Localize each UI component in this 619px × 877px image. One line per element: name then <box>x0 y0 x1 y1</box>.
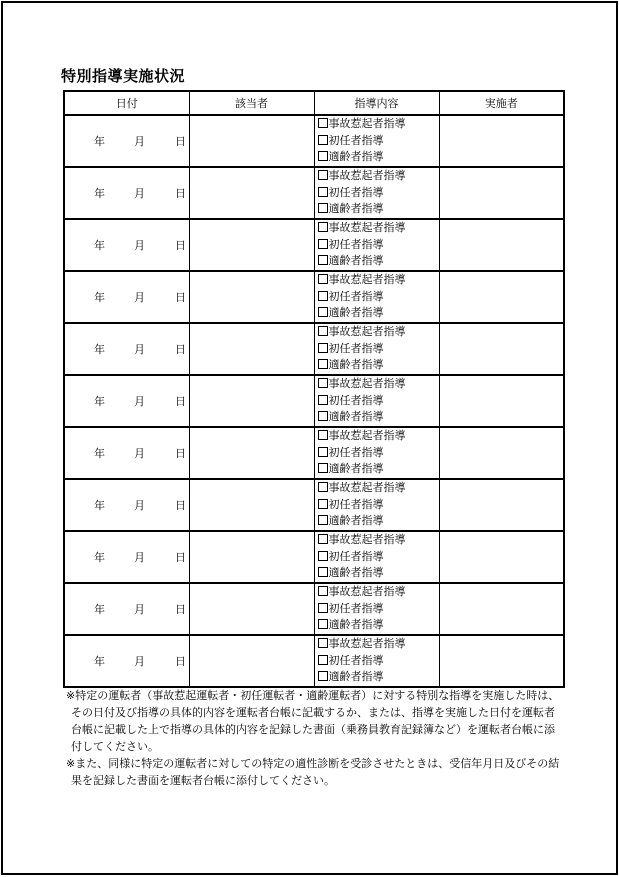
checkbox-icon[interactable] <box>318 326 328 336</box>
guidance-option-label: 初任者指導 <box>328 393 384 407</box>
header-row <box>64 91 564 115</box>
checkbox-icon[interactable] <box>318 359 328 369</box>
date-label-day: 日 <box>175 551 186 564</box>
guidance-options-cell <box>314 635 439 687</box>
instructor-cell[interactable] <box>439 167 564 219</box>
instructor-cell[interactable] <box>439 219 564 271</box>
date-label-day: 日 <box>175 395 186 408</box>
guidance-option-label: 適齢者指導 <box>328 306 384 320</box>
date-label-day: 日 <box>175 499 186 512</box>
col-header-content: 指導内容 <box>314 91 439 115</box>
date-label-day: 日 <box>175 343 186 356</box>
date-label-month: 月 <box>134 603 145 616</box>
date-label-day: 日 <box>175 655 186 668</box>
date-cell[interactable] <box>64 635 189 687</box>
checkbox-icon[interactable] <box>318 291 328 301</box>
date-label-day: 日 <box>175 187 186 200</box>
page-title: 特別指導実施状況 <box>61 67 186 85</box>
guidance-table <box>63 90 565 688</box>
instructor-cell[interactable] <box>439 635 564 687</box>
date-label-month: 月 <box>134 187 145 200</box>
guidance-option-label: 適齢者指導 <box>328 618 384 632</box>
guidance-option[interactable] <box>318 461 439 478</box>
date-label-day: 日 <box>175 447 186 460</box>
guidance-option[interactable] <box>318 445 439 462</box>
guidance-option-label: 事故惹起者指導 <box>328 533 406 547</box>
date-label-day: 日 <box>175 291 186 304</box>
date-cell[interactable] <box>64 323 189 375</box>
guidance-option-label: 初任者指導 <box>328 133 384 147</box>
instructor-cell[interactable] <box>439 531 564 583</box>
person-cell[interactable] <box>189 635 314 687</box>
table-row <box>64 375 564 427</box>
date-label-year: 年 <box>94 603 105 616</box>
date-label-month: 月 <box>134 499 145 512</box>
person-cell[interactable] <box>189 167 314 219</box>
guidance-options-cell <box>314 583 439 635</box>
table-row <box>64 219 564 271</box>
guidance-option[interactable] <box>318 513 439 530</box>
date-label-year: 年 <box>94 135 105 148</box>
date-label-month: 月 <box>134 239 145 252</box>
date-cell[interactable] <box>64 479 189 531</box>
checkbox-icon[interactable] <box>318 395 328 405</box>
col-header-instructor: 実施者 <box>439 91 564 115</box>
date-label-year: 年 <box>94 447 105 460</box>
guidance-options-cell <box>314 271 439 323</box>
guidance-option[interactable] <box>318 149 439 166</box>
checkbox-icon[interactable] <box>318 551 328 561</box>
guidance-options-cell <box>314 115 439 167</box>
guidance-option[interactable] <box>318 565 439 582</box>
guidance-option[interactable] <box>318 549 439 566</box>
date-cell[interactable] <box>64 375 189 427</box>
guidance-option-label: 事故惹起者指導 <box>328 273 406 287</box>
checkbox-icon[interactable] <box>318 638 328 648</box>
guidance-option-label: 適齢者指導 <box>328 254 384 268</box>
person-cell[interactable] <box>189 583 314 635</box>
guidance-option[interactable] <box>318 428 439 445</box>
checkbox-icon[interactable] <box>318 447 328 457</box>
guidance-option-label: 事故惹起者指導 <box>328 585 406 599</box>
guidance-option-label: 適齢者指導 <box>328 150 384 164</box>
guidance-option[interactable] <box>318 185 439 202</box>
instructor-cell[interactable] <box>439 375 564 427</box>
guidance-option-label: 初任者指導 <box>328 445 384 459</box>
table-row <box>64 167 564 219</box>
checkbox-icon[interactable] <box>318 151 328 161</box>
checkbox-icon[interactable] <box>318 118 328 128</box>
table-row <box>64 583 564 635</box>
guidance-options-cell <box>314 375 439 427</box>
guidance-option-label: 初任者指導 <box>328 549 384 563</box>
guidance-option-label: 初任者指導 <box>328 341 384 355</box>
guidance-options-cell <box>314 219 439 271</box>
date-label-day: 日 <box>175 239 186 252</box>
person-cell[interactable] <box>189 427 314 479</box>
guidance-option[interactable] <box>318 669 439 686</box>
table-body <box>64 115 564 687</box>
table-row <box>64 271 564 323</box>
table-row <box>64 479 564 531</box>
instructor-cell[interactable] <box>439 271 564 323</box>
checkbox-icon[interactable] <box>318 239 328 249</box>
notes-section <box>66 687 561 789</box>
guidance-option[interactable] <box>318 480 439 497</box>
date-label-month: 月 <box>134 447 145 460</box>
date-cell[interactable] <box>64 271 189 323</box>
guidance-option[interactable] <box>318 617 439 634</box>
guidance-option-label: 事故惹起者指導 <box>328 169 406 183</box>
date-label-month: 月 <box>134 291 145 304</box>
guidance-option-label: 初任者指導 <box>328 289 384 303</box>
note-1: ※特定の運転者（事故惹起運転者・初任運転者・適齢運転者）に対する特別な指導を実施した時は、その日付及び指導の具体的内容を運転者台帳に記載するか、または、指導を実施した日付を運転者台帳に記載した上で指導の具体的内容を記録した書面（乗務員教育記録簿など）を運転者台帳に添付してください。 <box>66 689 560 753</box>
col-header-date: 日付 <box>64 91 189 115</box>
instructor-cell[interactable] <box>439 115 564 167</box>
person-cell[interactable] <box>189 115 314 167</box>
date-cell[interactable] <box>64 167 189 219</box>
date-label-year: 年 <box>94 187 105 200</box>
guidance-options-cell <box>314 323 439 375</box>
guidance-option[interactable] <box>318 376 439 393</box>
date-cell[interactable] <box>64 115 189 167</box>
checkbox-icon[interactable] <box>318 463 328 473</box>
guidance-option[interactable] <box>318 497 439 514</box>
date-cell[interactable] <box>64 583 189 635</box>
date-label-year: 年 <box>94 395 105 408</box>
guidance-option-label: 事故惹起者指導 <box>328 481 406 495</box>
checkbox-icon[interactable] <box>318 603 328 613</box>
guidance-option-label: 初任者指導 <box>328 185 384 199</box>
checkbox-icon[interactable] <box>318 411 328 421</box>
guidance-option[interactable] <box>318 253 439 270</box>
guidance-option-label: 事故惹起者指導 <box>328 325 406 339</box>
checkbox-icon[interactable] <box>318 187 328 197</box>
guidance-options-cell <box>314 531 439 583</box>
guidance-option[interactable] <box>318 532 439 549</box>
instructor-cell[interactable] <box>439 427 564 479</box>
checkbox-icon[interactable] <box>318 222 328 232</box>
guidance-option-label: 事故惹起者指導 <box>328 221 406 235</box>
date-cell[interactable] <box>64 531 189 583</box>
person-cell[interactable] <box>189 531 314 583</box>
date-label-month: 月 <box>134 343 145 356</box>
guidance-options-cell <box>314 427 439 479</box>
date-label-year: 年 <box>94 239 105 252</box>
date-label-month: 月 <box>134 655 145 668</box>
date-label-year: 年 <box>94 655 105 668</box>
checkbox-icon[interactable] <box>318 430 328 440</box>
checkbox-icon[interactable] <box>318 203 328 213</box>
guidance-option[interactable] <box>318 220 439 237</box>
date-label-year: 年 <box>94 343 105 356</box>
date-label-year: 年 <box>94 291 105 304</box>
checkbox-icon[interactable] <box>318 567 328 577</box>
guidance-option[interactable] <box>318 133 439 150</box>
guidance-option[interactable] <box>318 289 439 306</box>
guidance-option-label: 適齢者指導 <box>328 514 384 528</box>
person-cell[interactable] <box>189 479 314 531</box>
guidance-option-label: 適齢者指導 <box>328 410 384 424</box>
guidance-option-label: 適齢者指導 <box>328 462 384 476</box>
table-row <box>64 427 564 479</box>
guidance-option[interactable] <box>318 357 439 374</box>
checkbox-icon[interactable] <box>318 378 328 388</box>
checkbox-icon[interactable] <box>318 619 328 629</box>
date-label-day: 日 <box>175 603 186 616</box>
guidance-option[interactable] <box>318 409 439 426</box>
guidance-option-label: 事故惹起者指導 <box>328 377 406 391</box>
guidance-option[interactable] <box>318 237 439 254</box>
guidance-option-label: 初任者指導 <box>328 653 384 667</box>
checkbox-icon[interactable] <box>318 307 328 317</box>
guidance-options-cell <box>314 479 439 531</box>
checkbox-icon[interactable] <box>318 170 328 180</box>
checkbox-icon[interactable] <box>318 499 328 509</box>
guidance-option[interactable] <box>318 584 439 601</box>
checkbox-icon[interactable] <box>318 586 328 596</box>
guidance-option[interactable] <box>318 201 439 218</box>
table-row <box>64 115 564 167</box>
guidance-option[interactable] <box>318 116 439 133</box>
guidance-option-label: 適齢者指導 <box>328 670 384 684</box>
instructor-cell[interactable] <box>439 323 564 375</box>
date-label-year: 年 <box>94 499 105 512</box>
table-row <box>64 531 564 583</box>
guidance-options-cell <box>314 167 439 219</box>
person-cell[interactable] <box>189 219 314 271</box>
col-header-person: 該当者 <box>189 91 314 115</box>
guidance-option-label: 適齢者指導 <box>328 358 384 372</box>
guidance-option[interactable] <box>318 653 439 670</box>
date-label-year: 年 <box>94 551 105 564</box>
guidance-option[interactable] <box>318 272 439 289</box>
checkbox-icon[interactable] <box>318 255 328 265</box>
guidance-option[interactable] <box>318 601 439 618</box>
checkbox-icon[interactable] <box>318 515 328 525</box>
guidance-option-label: 初任者指導 <box>328 237 384 251</box>
note-2: ※また、同様に特定の運転者に対しての特定の適性診断を受診させたときは、受信年月日及びその結果を記録した書面を運転者台帳に添付してください。 <box>66 757 560 787</box>
date-cell[interactable] <box>64 427 189 479</box>
person-cell[interactable] <box>189 271 314 323</box>
date-label-month: 月 <box>134 395 145 408</box>
person-cell[interactable] <box>189 375 314 427</box>
date-label-month: 月 <box>134 551 145 564</box>
guidance-option[interactable] <box>318 324 439 341</box>
guidance-option[interactable] <box>318 305 439 322</box>
form-page <box>1 1 618 875</box>
date-label-day: 日 <box>175 135 186 148</box>
checkbox-icon[interactable] <box>318 343 328 353</box>
instructor-cell[interactable] <box>439 479 564 531</box>
guidance-option-label: 初任者指導 <box>328 497 384 511</box>
guidance-option-label: 初任者指導 <box>328 601 384 615</box>
checkbox-icon[interactable] <box>318 655 328 665</box>
instructor-cell[interactable] <box>439 583 564 635</box>
guidance-option-label: 適齢者指導 <box>328 566 384 580</box>
guidance-option[interactable] <box>318 341 439 358</box>
guidance-option-label: 事故惹起者指導 <box>328 117 406 131</box>
date-label-month: 月 <box>134 135 145 148</box>
person-cell[interactable] <box>189 323 314 375</box>
checkbox-icon[interactable] <box>318 274 328 284</box>
checkbox-icon[interactable] <box>318 671 328 681</box>
checkbox-icon[interactable] <box>318 534 328 544</box>
table-row <box>64 323 564 375</box>
table-row <box>64 635 564 687</box>
date-cell[interactable] <box>64 219 189 271</box>
guidance-option-label: 適齢者指導 <box>328 202 384 216</box>
checkbox-icon[interactable] <box>318 482 328 492</box>
guidance-option-label: 事故惹起者指導 <box>328 429 406 443</box>
checkbox-icon[interactable] <box>318 135 328 145</box>
guidance-option[interactable] <box>318 168 439 185</box>
guidance-option-label: 事故惹起者指導 <box>328 637 406 651</box>
guidance-option[interactable] <box>318 636 439 653</box>
guidance-option[interactable] <box>318 393 439 410</box>
